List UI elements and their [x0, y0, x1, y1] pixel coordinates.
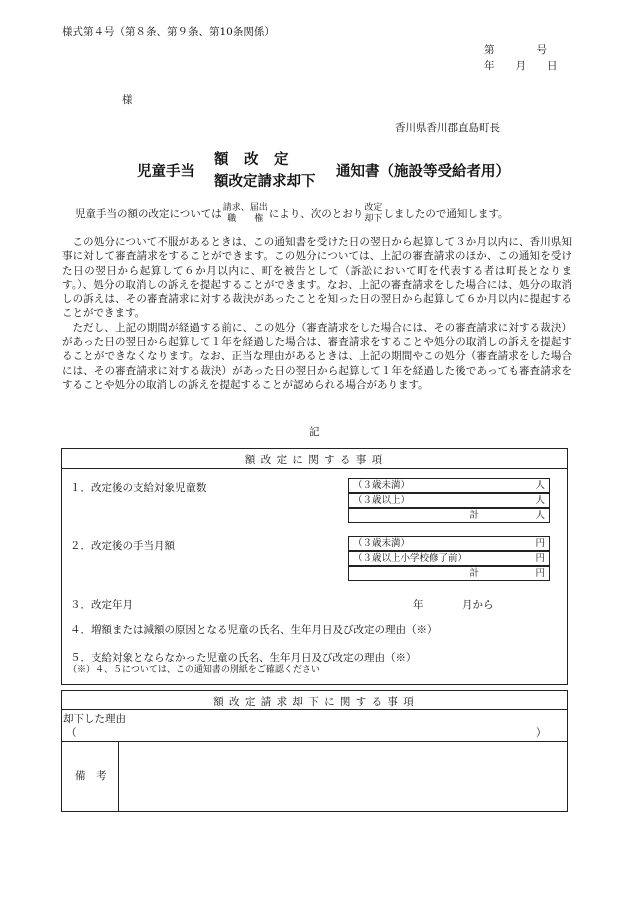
item1-row-over3	[348, 493, 550, 508]
item3-year: 年	[413, 599, 424, 611]
item1-label: １．改定後の支給対象児童数	[70, 482, 207, 494]
intro-stack2-top: 改定	[364, 203, 383, 213]
item-note: （※）４、５については、この通知書の別紙をご確認ください	[68, 665, 320, 675]
intro-sentence	[62, 203, 582, 225]
item2-row-total	[348, 566, 550, 581]
appeal-notice	[62, 235, 572, 392]
row-label: （３歳以上小学校修了前）	[353, 553, 468, 564]
row-label: （３歳未満）	[353, 538, 411, 549]
row-unit: 人	[535, 510, 545, 521]
item5-label: ５．支給対象とならなかった児童の氏名、生年月日及び改定の理由（※）	[70, 652, 417, 664]
divider	[61, 468, 567, 469]
item2-row-over3	[348, 551, 550, 566]
intro-stack2-bottom: 却下	[364, 214, 383, 224]
remarks-label: 備 考	[75, 770, 107, 782]
paren-open: （	[66, 727, 77, 739]
item2-row-under3	[348, 536, 550, 551]
appeal-paragraph-1: この処分について不服があるときは、この通知書を受けた日の翌日から起算して３か月以内に、香川県知事に対して審査請求をすることができます。この処分については、上記の審査請求のほか、この通知を受けた日の翌日から起算して６か月以内に、町を被告として（訴訟において町を代表する者は町長となります。）、処分の取消しの訴えを提起することができます。なお、上記の審査請求をした場合には、処分の取消しの訴えは、その審査請求に対する裁決があったことを知った日の翌日から起算して６か月以内に提起することができます。	[62, 236, 572, 320]
row-unit: 円	[535, 568, 545, 579]
title-lower: 額改定請求却下	[214, 173, 316, 190]
document-number: 第 号	[484, 44, 547, 56]
intro-part2: により、次のとおり	[268, 208, 364, 220]
rejection-heading: 額 改 定 請 求 却 下 に 関 す る 事 項	[213, 696, 415, 708]
item3-label: ３．改定年月	[70, 599, 133, 611]
item1-row-total	[348, 508, 550, 523]
title-right: 通知書（施設等受給者用）	[336, 163, 510, 180]
divider	[61, 709, 567, 710]
revision-heading: 額 改 定 に 関 す る 事 項	[244, 454, 384, 466]
item4-label: ４．増額または減額の原因となる児童の氏名、生年月日及び改定の理由（※）	[70, 624, 438, 636]
appeal-paragraph-2: ただし、上記の期間が経過する前に、この処分（審査請求をした場合には、その審査請求に対する裁決）があった日の翌日から起算して１年を経過した場合は、審査請求をすることや処分の取消しの訴えを提起することができなくなります。なお、正当な理由があるときは、上記の期間やこの処分（審査請求をした場合には、その審査請求に対する裁決）があった日の翌日から起算して１年を経過した後であっても審査請求をすることや処分の取消しの訴えを提起することが認められる場合があります。	[62, 321, 572, 391]
row-label: （３歳以上）	[353, 495, 411, 506]
row-unit: 人	[535, 480, 545, 491]
sender-name: 香川県香川郡直島町長	[395, 122, 500, 134]
paren-close: ）	[536, 727, 547, 739]
row-unit: 円	[535, 553, 545, 564]
row-unit: 円	[535, 538, 545, 549]
rejection-reason-label: 却下した理由	[63, 713, 126, 725]
divider	[118, 741, 119, 811]
intro-stack-result	[364, 203, 382, 225]
row-total-label: 計	[469, 510, 479, 521]
intro-part3: しましたので通知します。	[383, 208, 509, 220]
intro-stack1-top: 請求、届出	[222, 203, 268, 213]
title-upper: 額 改 定	[214, 151, 289, 168]
intro-stack-request	[223, 203, 268, 225]
divider	[61, 741, 567, 742]
document-date: 年 月 日	[484, 60, 558, 72]
ki-label: 記	[309, 426, 320, 438]
item3-month-from: 月から	[462, 599, 494, 611]
item1-row-under3	[348, 478, 550, 493]
title-left: 児童手当	[137, 163, 195, 180]
row-unit: 人	[535, 495, 545, 506]
row-total-label: 計	[469, 568, 479, 579]
row-label: （３歳未満）	[353, 480, 411, 491]
form-label: 様式第４号（第８条、第９条、第10条関係）	[62, 26, 275, 38]
intro-part1: 児童手当の額の改定については	[75, 208, 222, 220]
addressee-suffix: 様	[122, 94, 133, 106]
intro-stack1-bottom: 職 権	[227, 214, 264, 224]
item2-label: ２．改定後の手当月額	[70, 540, 175, 552]
